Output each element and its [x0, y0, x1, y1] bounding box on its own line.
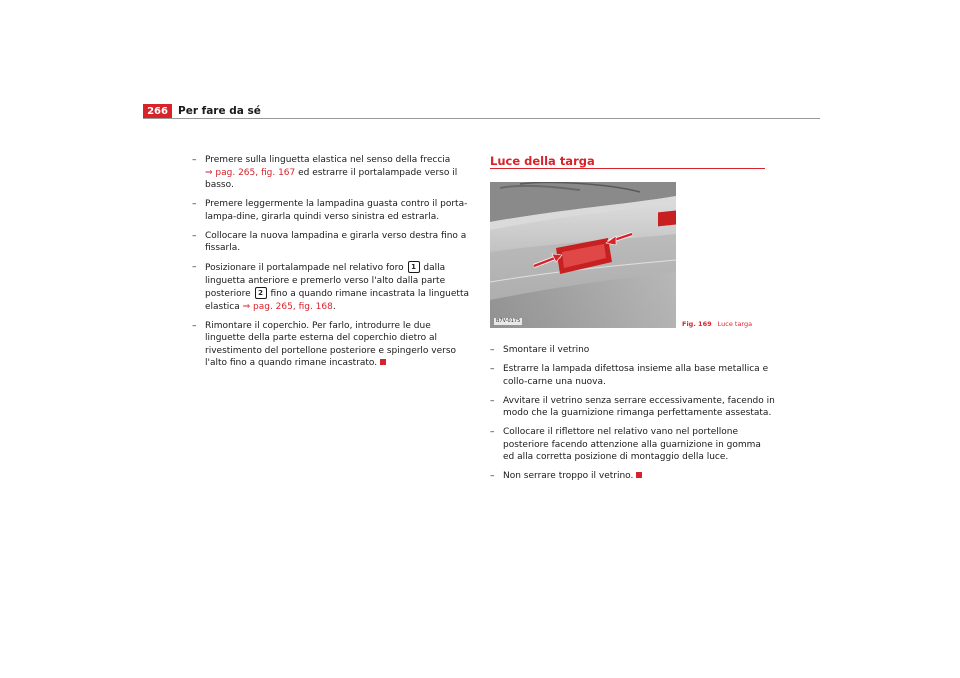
step-text: Premere leggermente la lampadina guasta contro il porta-lampa-dine, girarla quindi verso sinistra ed estrarla. — [205, 199, 468, 222]
step — [490, 344, 775, 357]
step-dash: – — [490, 395, 495, 406]
step — [490, 426, 775, 464]
step-dash: – — [490, 364, 495, 374]
header-divider — [143, 118, 820, 119]
tailgate-illustration — [490, 182, 676, 328]
step-text: . — [332, 301, 336, 312]
step-text: Non serrare troppo il vetrino. — [503, 471, 634, 481]
step-text: Avvitare il vetrino senza serrare eccessivamente, facendo in modo che la guarnizione rimanga perfettamente assestata. — [503, 395, 775, 418]
step-dash: – — [192, 262, 197, 272]
step — [192, 230, 472, 255]
step — [490, 395, 775, 420]
step-text: dalla linguetta anteriore e premerlo verso l'alto dalla parte posteriore — [205, 263, 446, 299]
step-text: Collocare il riflettore nel relativo vano nel portellone posteriore facendo attenzione alla guarnizione in gomma ed alla corretta posizione di montaggio della luce. — [503, 427, 761, 462]
step — [490, 470, 775, 483]
left-column — [192, 154, 472, 376]
step — [192, 320, 472, 370]
step-dash: – — [192, 199, 197, 209]
step-text: Collocare la nuova lampadina e girarla verso destra fino a fissarla. — [205, 230, 467, 253]
step-text: Posizionare il portalampade nel relativo foro — [205, 263, 407, 273]
figure-license-plate-light — [490, 182, 676, 328]
step-text: fino a quando rimane incastrata la linguetta elastica — [205, 289, 469, 312]
step — [490, 363, 775, 388]
section-end-marker — [636, 472, 642, 478]
section-title: Luce della targa — [490, 154, 595, 168]
callout-badge: 1 — [408, 261, 420, 273]
step — [192, 261, 472, 313]
section-title-underline — [490, 168, 765, 169]
step-dash: – — [490, 345, 495, 355]
figure-caption — [682, 320, 752, 328]
step-text: ed estrarre il portalampade verso il basso. — [205, 167, 458, 190]
step-dash: – — [490, 471, 495, 481]
step-text: Estrarre la lampada difettosa insieme alla base metallica e collo-carne una nuova. — [503, 364, 769, 387]
figure-number: Fig. 169 — [682, 320, 712, 328]
callout-badge: 2 — [255, 287, 267, 299]
step — [192, 198, 472, 223]
step-dash: – — [192, 155, 197, 165]
figure-code: B7V-0175 — [496, 318, 521, 324]
step-text: Premere sulla linguetta elastica nel senso della freccia — [205, 155, 451, 165]
figure-caption-text: Luce targa — [717, 320, 753, 328]
step-text: Smontare il vetrino — [503, 345, 590, 355]
step-dash: – — [192, 320, 197, 331]
page-header-title: Per fare da sé — [178, 105, 261, 117]
step-dash: – — [192, 230, 197, 241]
right-column — [490, 344, 775, 489]
step — [192, 154, 472, 192]
step-dash: – — [490, 427, 495, 437]
cross-reference-link[interactable]: ⇒ pag. 265, fig. 167 — [205, 167, 296, 178]
section-end-marker — [380, 359, 386, 365]
step-text: Rimontare il coperchio. Per farlo, introdurre le due linguette della parte esterna del coperchio dietro al rivestimento del portellone posteriore e spingerlo verso l'alto fino a quando rimane incastrato. — [205, 320, 457, 368]
page-number: 266 — [143, 104, 172, 119]
cross-reference-link[interactable]: ⇒ pag. 265, fig. 168 — [242, 301, 333, 312]
